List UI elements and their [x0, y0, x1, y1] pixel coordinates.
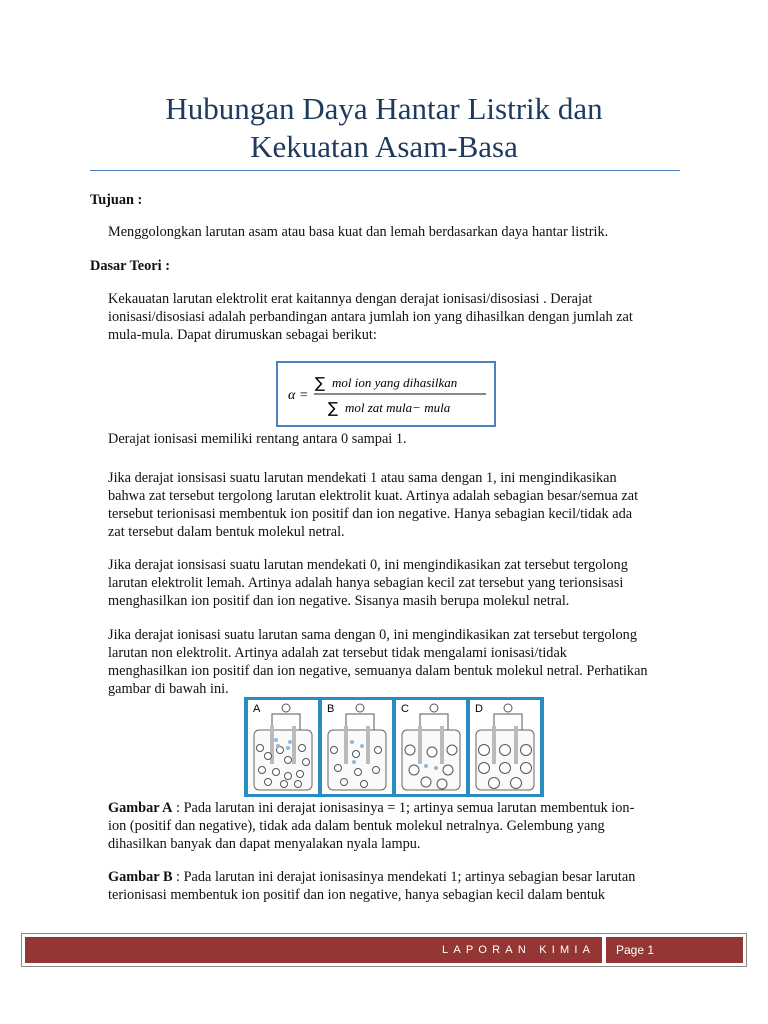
- beaker-b-illustration: [322, 700, 392, 794]
- panel-label-b: B: [327, 703, 335, 715]
- formula-numerator: mol ion yang dihasilkan: [332, 375, 458, 390]
- p1-line-1: Kekauatan larutan elektrolit erat kaitannya dengan derajat ionisasi/disosiasi . Derajat: [108, 291, 593, 307]
- bulb-b: [356, 704, 364, 712]
- panel-label-d: D: [475, 703, 483, 715]
- p4-line-1: Jika derajat ionisasi suatu larutan sama dengan 0, ini mengindikasikan zat tersebut tergolong: [108, 627, 637, 643]
- dasar-teori-heading: Dasar Teori :: [90, 258, 170, 274]
- electrode-c-left: [418, 726, 422, 764]
- page-number: Page 1: [616, 943, 655, 957]
- formula-sum-top: ∑: [315, 374, 326, 392]
- page-title: [90, 90, 678, 166]
- electrode-b-right: [366, 726, 370, 764]
- gambar-a-label: Gambar A: [108, 800, 173, 816]
- p1-line-3: mula-mula. Dapat dirumuskan sebagai berikut:: [108, 327, 377, 343]
- range-text: Derajat ionisasi memiliki rentang antara 0 sampai 1.: [108, 431, 407, 447]
- p4-line-2: larutan non elektrolit. Artinya adalah zat tersebut tidak mengalami ionisasi/tidak: [108, 645, 567, 661]
- panel-a: [248, 700, 318, 794]
- bulb-d: [504, 704, 512, 712]
- gambar-b-line-1: [108, 868, 635, 886]
- beaker-d: [476, 730, 534, 790]
- gambar-a-line-2: ion (positif dan negative), tidak ada dalam bentuk molekul netralnya. Gelembung yang: [108, 818, 605, 834]
- electrode-c-right: [440, 726, 444, 764]
- p1-line-2: ionisasi/disosiasi adalah perbandingan antara jumlah ion yang dihasilkan dengan jumlah zat: [108, 309, 633, 325]
- electrolyte-figure: [244, 697, 544, 797]
- title-underline: [90, 170, 680, 171]
- p2-line-3: tersebut terionisasi membentuk ion positif dan ion negative. Hanya sebagian kecil/tidak ada: [108, 506, 633, 522]
- gambar-b-paragraph: [108, 868, 635, 904]
- title-line-1: Hubungan Daya Hantar Listrik dan: [165, 91, 603, 126]
- gambar-a-line-3: dihasilkan banyak dan dapat menyalakan nyala lampu.: [108, 836, 421, 852]
- formula-denominator: mol zat mula− mula: [345, 400, 451, 415]
- paragraph-3: [108, 556, 628, 610]
- p4-line-4: gambar di bawah ini.: [108, 681, 229, 697]
- p4-line-3: menghasilkan ion positif dan ion negative, semuanya dalam bentuk molekul netral. Perhatikan: [108, 663, 648, 679]
- paragraph-4: [108, 626, 648, 698]
- panel-d: [470, 700, 540, 794]
- beaker-c-illustration: [396, 700, 466, 794]
- gambar-b-label: Gambar B: [108, 869, 173, 885]
- formula-lhs: α =: [288, 388, 309, 403]
- gambar-a-paragraph: [108, 799, 634, 853]
- footer-page-box: [606, 937, 743, 963]
- gambar-b-line-2: terionisasi membentuk ion positif dan ion negative, hanya sebagian kecil dalam bentuk: [108, 887, 606, 903]
- panel-c: [396, 700, 466, 794]
- footer-report-label: LAPORAN KIMIA: [442, 944, 596, 956]
- p2-line-4: zat tersebut dalam bentuk molekul netral.: [108, 524, 345, 540]
- tujuan-text: Menggolongkan larutan asam atau basa kuat dan lemah berdasarkan daya hantar listrik.: [108, 224, 609, 240]
- formula-box: [276, 361, 496, 427]
- formula-sum-bottom: ∑: [328, 399, 339, 417]
- panel-b: [322, 700, 392, 794]
- bulb-a: [282, 704, 290, 712]
- beaker-b: [328, 730, 386, 790]
- gambar-a-text-1: : Pada larutan ini derajat ionisasinya = 1; artinya semua larutan membentuk ion-: [172, 800, 635, 816]
- p2-line-1: Jika derajat ionsisasi suatu larutan mendekati 1 atau sama dengan 1, ini mengindikasikan: [108, 470, 617, 486]
- title-line-2: Kekuatan Asam-Basa: [250, 129, 518, 164]
- beaker-a-illustration: [248, 700, 318, 794]
- p3-line-1: Jika derajat ionsisasi suatu larutan mendekati 0, ini mengindikasikan zat tersebut tergolong: [108, 557, 628, 573]
- bulb-c: [430, 704, 438, 712]
- electrode-d-right: [514, 726, 518, 764]
- tujuan-heading: Tujuan :: [90, 192, 143, 208]
- panel-label-a: A: [253, 703, 261, 715]
- beaker-d-illustration: [470, 700, 540, 794]
- gambar-a-line-1: [108, 799, 634, 817]
- p2-line-2: bahwa zat tersebut tergolong larutan elektrolit kuat. Artinya adalah sebagian besar/semua zat: [108, 488, 639, 504]
- electrode-d-left: [492, 726, 496, 764]
- p3-line-2: larutan elektrolit lemah. Artinya adalah hanya sebagian kecil zat tersebut yang terionsisasi: [108, 575, 624, 591]
- footer-bar: [25, 937, 602, 963]
- electrode-b-left: [344, 726, 348, 764]
- paragraph-1: [108, 290, 633, 344]
- panel-label-c: C: [401, 703, 409, 715]
- formula-svg: [278, 363, 494, 425]
- p3-line-3: menghasilkan ion positif dan ion negative. Sisanya masih berupa molekul netral.: [108, 593, 570, 609]
- electrode-a-right: [292, 726, 296, 764]
- paragraph-2: [108, 469, 638, 541]
- gambar-b-text-1: : Pada larutan ini derajat ionisasinya mendekati 1; artinya sebagian besar larutan: [172, 869, 636, 885]
